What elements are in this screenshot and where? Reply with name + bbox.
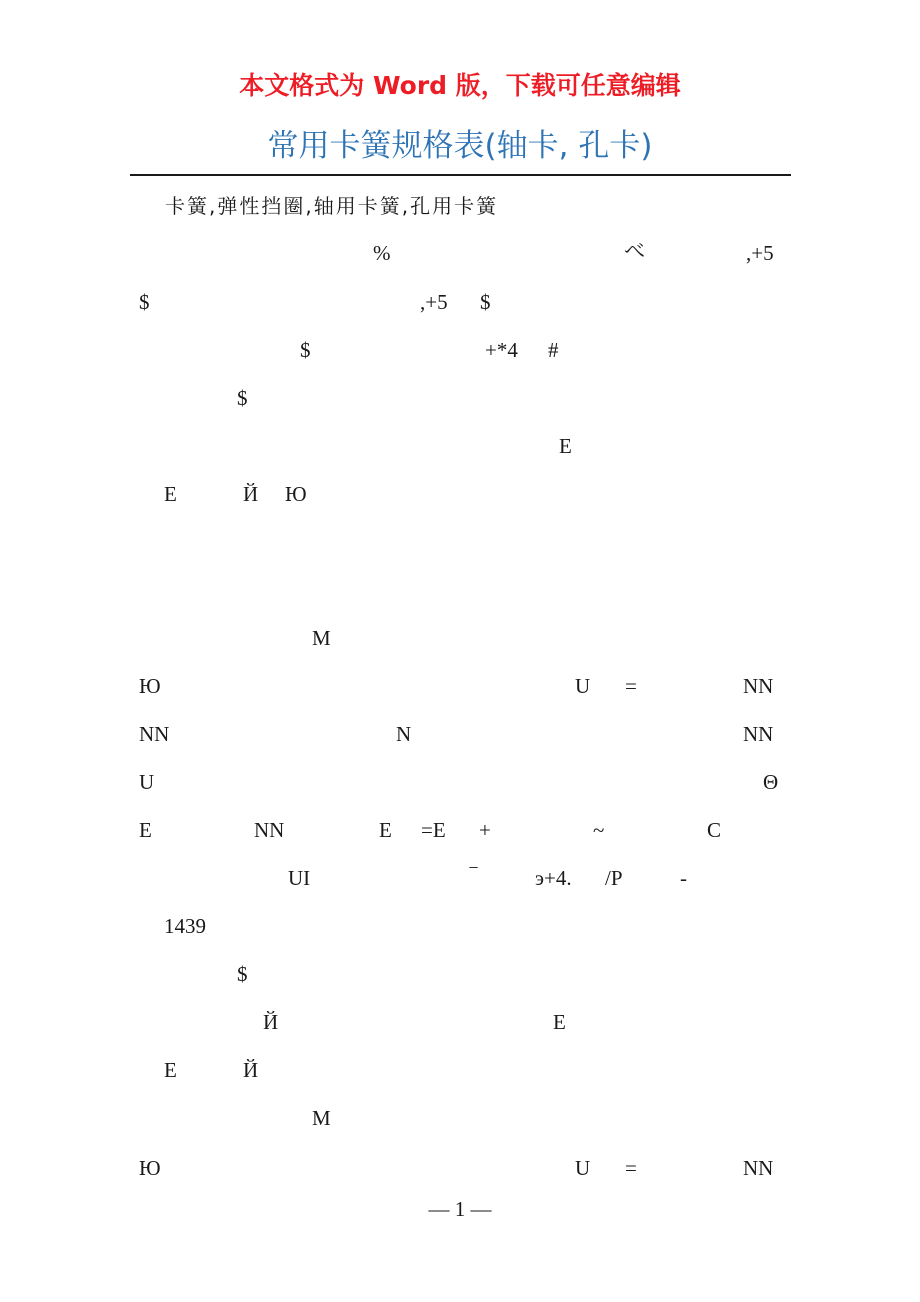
text-fragment: E (164, 482, 177, 506)
text-fragment: ,+5 (420, 290, 448, 314)
text-fragment: E (379, 818, 392, 842)
text-fragment: UI (288, 866, 311, 890)
text-fragment: NN (743, 674, 774, 698)
text-fragment: U (575, 674, 591, 698)
text-fragment: Ю (139, 674, 161, 698)
text-fragment: ⁻ (468, 859, 480, 883)
text-fragment: べ (624, 239, 645, 263)
text-fragment: = (625, 674, 637, 698)
text-fragment: N (396, 722, 412, 746)
text-fragment: 1439 (164, 914, 206, 938)
text-fragment: # (548, 338, 559, 362)
text-fragment: % (373, 241, 391, 265)
text-fragment: э+4. (535, 866, 572, 890)
text-fragment: NN (743, 722, 774, 746)
text-fragment: M (312, 626, 331, 650)
text-fragment: NN (254, 818, 285, 842)
document-title: 常用卡簧规格表(轴卡, 孔卡) (267, 128, 653, 164)
text-fragment: = (625, 1156, 637, 1180)
text-fragment: $ (237, 386, 248, 410)
text-fragment: Й (243, 1058, 259, 1082)
page-number: — 1 — (428, 1197, 492, 1221)
text-fragment: E (164, 1058, 177, 1082)
text-fragment: =E (421, 818, 446, 842)
text-fragment: NN (139, 722, 170, 746)
text-fragment: + (479, 818, 491, 842)
text-fragment: ~ (593, 818, 605, 842)
text-fragment: - (680, 866, 687, 890)
text-fragment: Ю (139, 1156, 161, 1180)
text-fragment: C (707, 818, 722, 842)
text-fragment: E (553, 1010, 566, 1034)
text-fragment: $ (480, 290, 491, 314)
format-notice: 本文格式为 Word 版，下载可任意编辑 (239, 71, 681, 100)
text-fragment: Й (263, 1010, 279, 1034)
text-fragment: U (139, 770, 155, 794)
text-fragment: ,+5 (746, 241, 774, 265)
text-fragment: +*4 (485, 338, 518, 362)
intro-text: 卡簧,弹性挡圈,轴用卡簧,孔用卡簧 (165, 194, 499, 218)
text-fragment: $ (237, 962, 248, 986)
text-fragment: E (559, 434, 572, 458)
text-fragment: M (312, 1106, 331, 1130)
text-fragment: Θ (763, 770, 779, 794)
text-fragment: Й (243, 482, 259, 506)
text-fragment: E (139, 818, 152, 842)
text-fragment: /P (605, 866, 623, 890)
text-fragment: $ (139, 290, 150, 314)
text-fragment: NN (743, 1156, 774, 1180)
text-fragment: Ю (285, 482, 307, 506)
text-fragment: U (575, 1156, 591, 1180)
title-divider (130, 174, 791, 176)
text-fragment: $ (300, 338, 311, 362)
